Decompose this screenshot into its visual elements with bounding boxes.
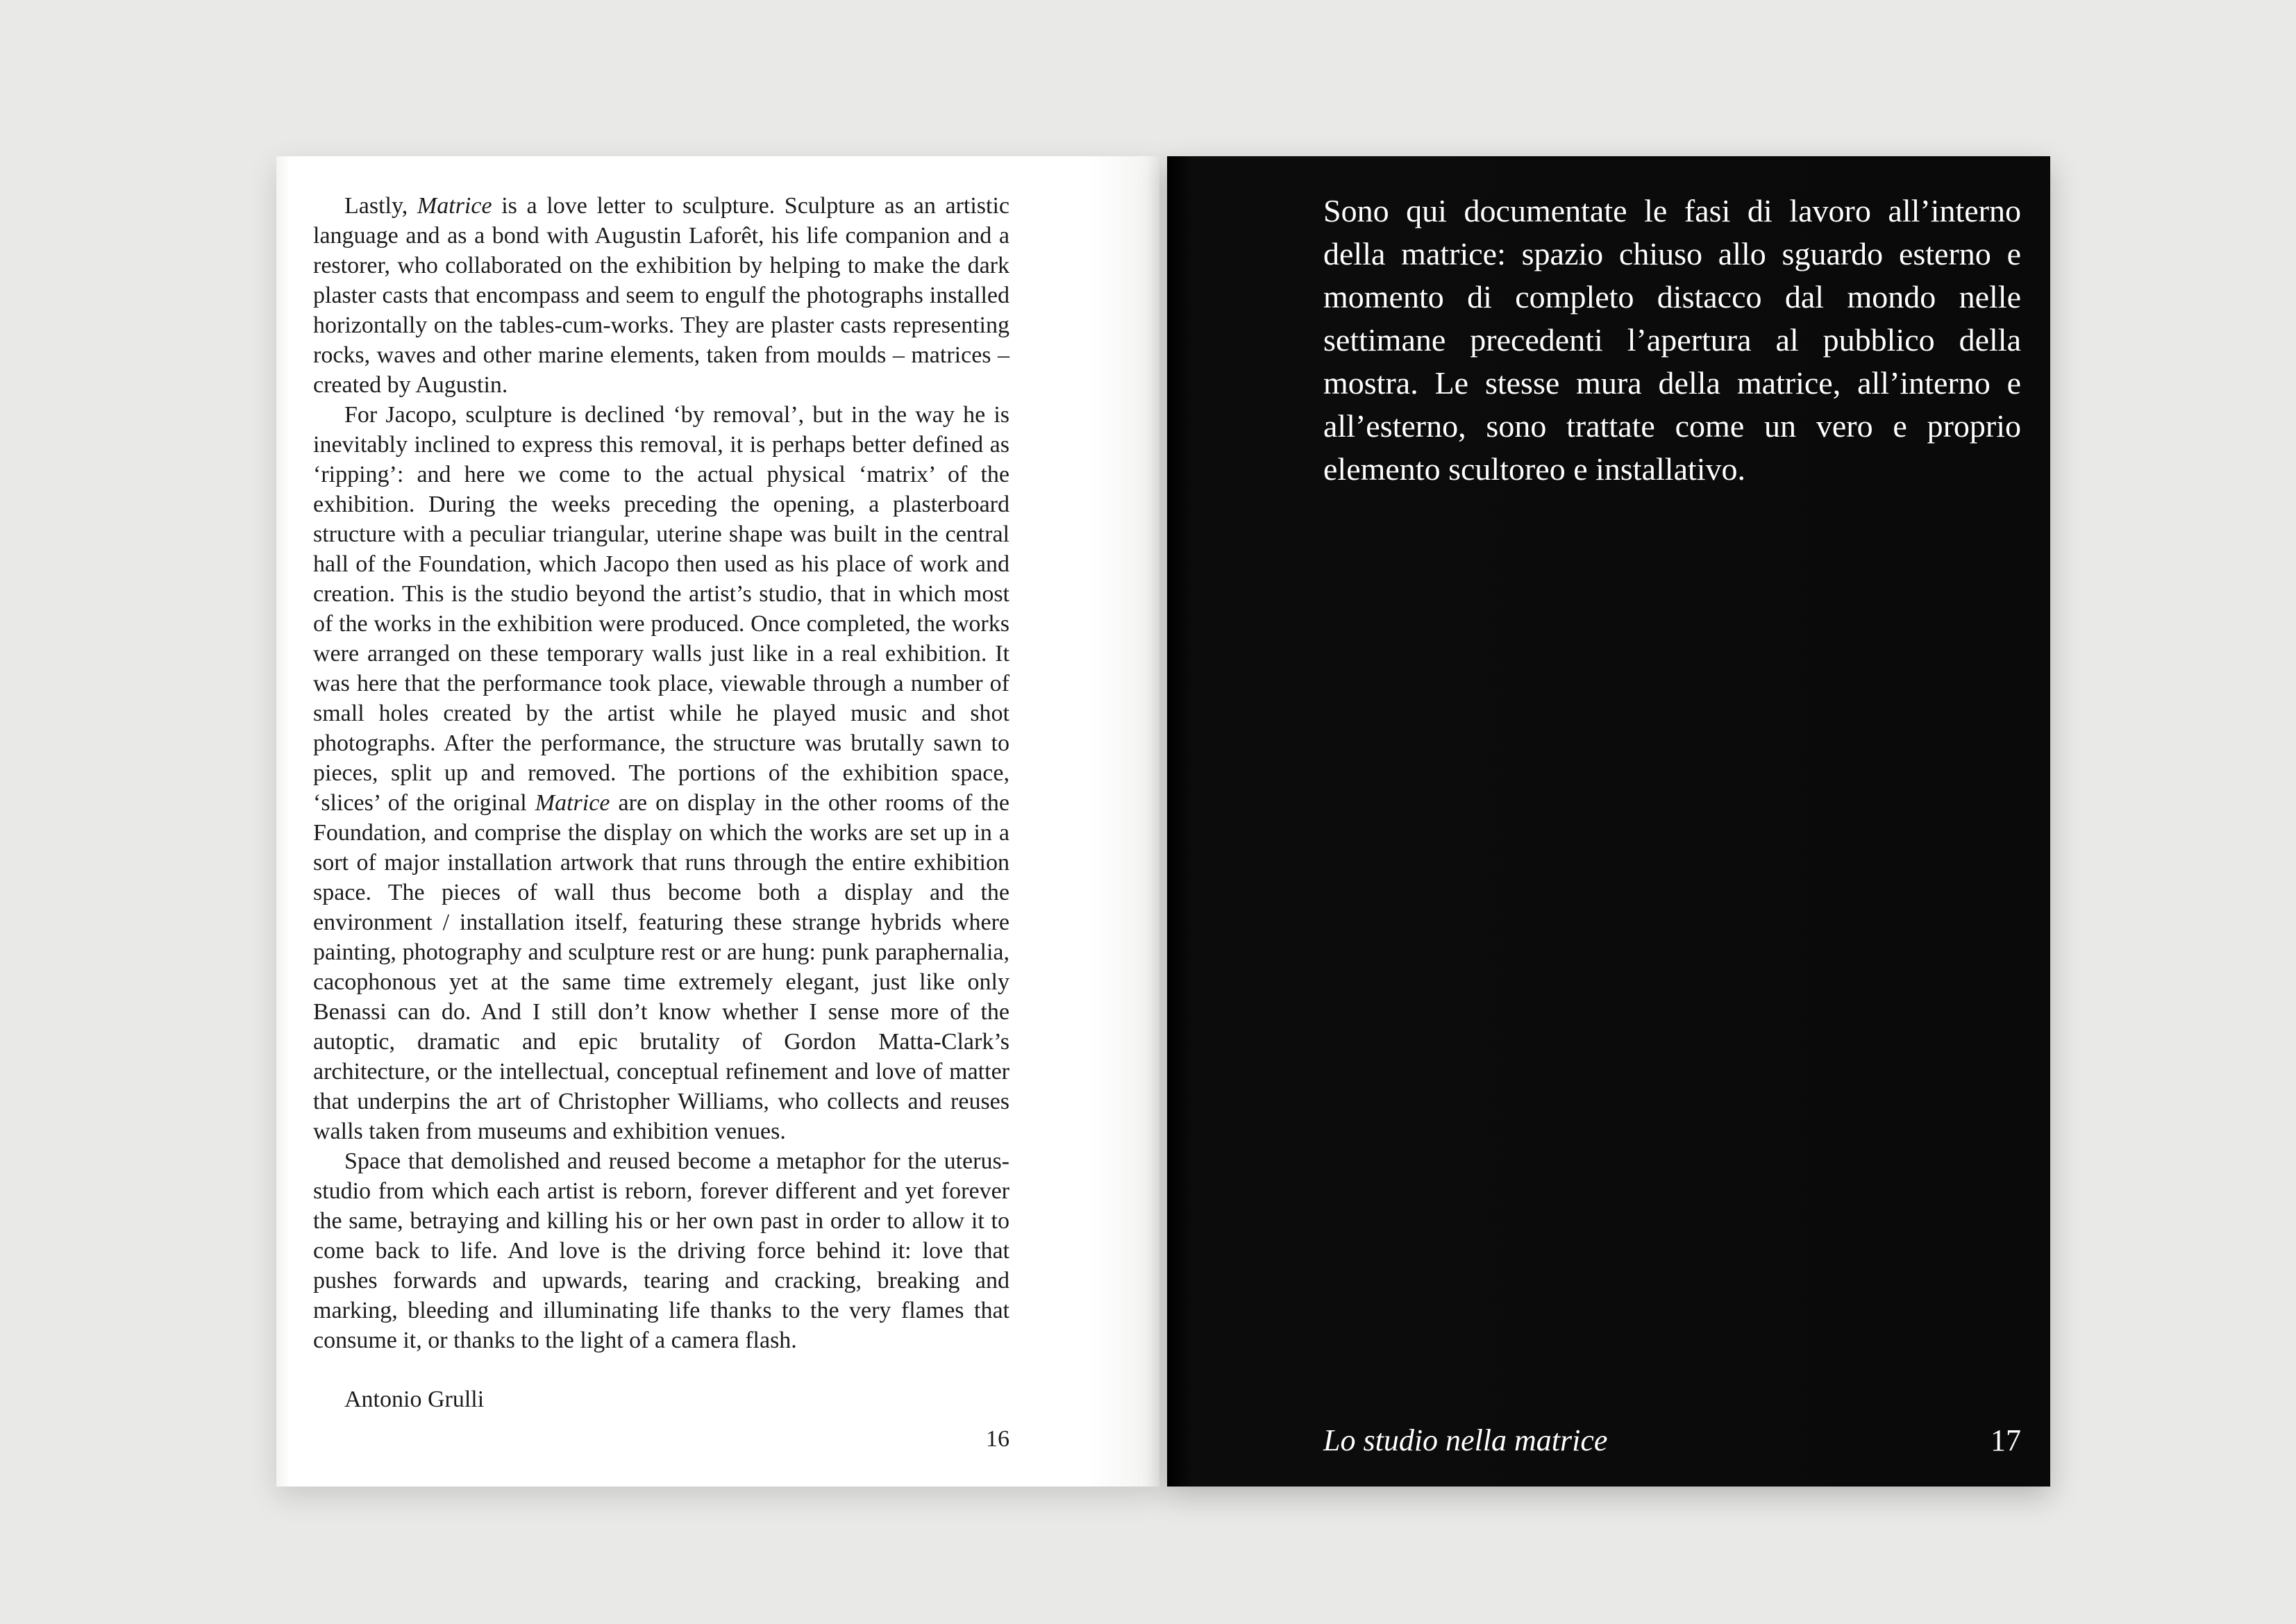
page-number-right: 17 bbox=[1991, 1423, 2021, 1457]
paragraph-space bbox=[313, 1146, 1009, 1355]
paragraph-for-jacopo bbox=[313, 400, 1009, 1146]
left-page bbox=[276, 156, 1159, 1487]
right-page-footer bbox=[1323, 1421, 2021, 1460]
caption-title: Lo studio nella matrice bbox=[1323, 1423, 1608, 1457]
paragraph-text-run: For Jacopo, sculpture is declined ‘by removal’, but in the way he is inevitably inclined to express this removal, it is perhaps better defined as ‘ripping’: and here we come to the actual physical ‘matrix’ of the exhibition. During the weeks preceding the opening, a plasterboard structure with a peculiar triangular, uterine shape was built in the central hall of the Foundation, which Jacopo then used as his place of work and creation. This is the studio beyond the artist’s studio, that in which most of the works in the exhibition were produced. Once completed, the works were arranged on these temporary walls just like in a real exhibition. It was here that the performance took place, viewable through a number of small holes created by the artist while he played music and shot photographs. After the performance, the structure was brutally sawn to pieces, split up and removed. The portions of the exhibition space, ‘slices’ of the original bbox=[313, 402, 1009, 816]
left-page-text-column bbox=[313, 191, 1009, 1414]
page-number-left: 16 bbox=[986, 1426, 1009, 1452]
italic-title-matrice: Matrice bbox=[417, 193, 492, 219]
italic-title-matrice: Matrice bbox=[535, 790, 610, 816]
paragraph-text-run: are on display in the other rooms of the Foundation, and comprise the display on which the works are set up in a sort of major installation artwork that runs through the entire exhibition space. The pieces of wall thus become both a display and the environment / installation itself, featuring these strange hybrids where painting, photography and sculpture rest or are hung: punk paraphernalia, cacophonous yet at the same time extremely elegant, just like only Benassi can do. And I still don’t know whether I sense more of the autoptic, dramatic and epic brutality of Gordon Matta-Clark’s architecture, or the intellectual, conceptual refinement and love of matter that underpins the art of Christopher Williams, who collects and reuses walls taken from museums and exhibition venues. bbox=[313, 790, 1009, 1144]
right-page bbox=[1167, 156, 2050, 1487]
paragraph-text-run: is a love letter to sculpture. Sculpture as an artistic language and as a bond with Augustin Laforêt, his life companion and a restorer, who collaborated on the exhibition by helping to make the dark plaster casts that encompass and seem to engulf the photographs installed horizontally on the tables-cum-works. They are plaster casts representing rocks, waves and other marine elements, taken from moulds – matrices – created by Augustin. bbox=[313, 193, 1009, 398]
paragraph-text-run: Space that demolished and reused become a metaphor for the uterus-studio from which each artist is reborn, forever different and yet forever the same, betraying and killing his or her own past in order to allow it to come back to life. And love is the driving force behind it: love that pushes forwards and upwards, tearing and cracking, breaking and marking, bleeding and illuminating life thanks to the very flames that consume it, or thanks to the light of a camera flash. bbox=[313, 1148, 1009, 1353]
paragraph-text-run: Lastly, bbox=[344, 193, 417, 219]
right-page-text-column bbox=[1323, 190, 2021, 491]
author-signature: Antonio Grulli bbox=[344, 1387, 485, 1412]
italian-paragraph: Sono qui documentate le fasi di lavoro all’interno della matrice: spazio chiuso allo sguardo esterno e momento di completo distacco dal mondo nelle settimane precedenti l’apertura al pubblico della mostra. Le stesse mura della matrice, all’interno e all’esterno, sono trattate come un vero e proprio elemento scultoreo e installativo. bbox=[1323, 193, 2021, 487]
paragraph-lastly bbox=[313, 191, 1009, 400]
